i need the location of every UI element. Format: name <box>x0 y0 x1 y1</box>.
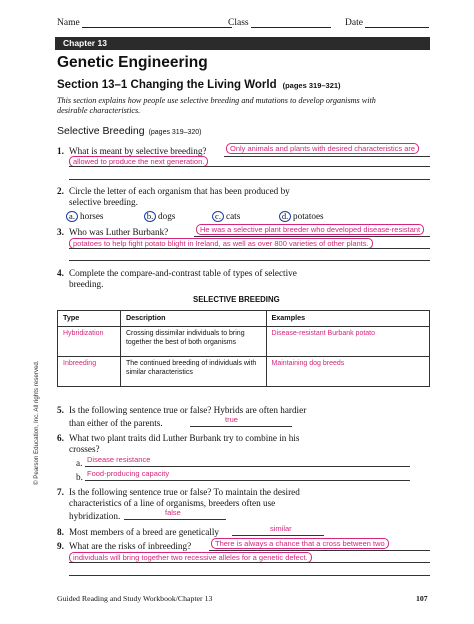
q4-line1: Complete the compare-and-contrast table of types of selective <box>69 268 297 278</box>
q6-a-answer[interactable]: Disease resistance <box>87 455 151 464</box>
q6-a-rule <box>85 466 410 467</box>
q9-rule3 <box>69 575 430 576</box>
name-field[interactable] <box>57 18 232 28</box>
q3-rule1 <box>194 236 430 237</box>
table-cell[interactable]: Maintaining dog breeds <box>266 357 429 387</box>
circled-letter-c: c. <box>212 211 224 222</box>
q7-number: 7. <box>57 487 64 497</box>
class-line <box>251 19 331 28</box>
q1-rule2 <box>69 166 430 167</box>
chapter-label: Chapter 13 <box>63 38 107 48</box>
q3-number: 3. <box>57 227 64 237</box>
table-cell[interactable]: Inbreeding <box>58 357 121 387</box>
q2-choice-d[interactable] <box>279 211 324 222</box>
section-title: Section 13–1 Changing the Living World <box>57 79 277 91</box>
q9-rule1 <box>209 550 430 551</box>
q3-text: Who was Luther Burbank? <box>69 227 169 237</box>
table-cell[interactable]: Hybridization <box>58 327 121 357</box>
table-header-type: Type <box>58 311 121 327</box>
table-cell: The continued breeding of individuals with similar characteristics <box>120 357 266 387</box>
q3-answer-line2[interactable]: potatoes to help fight potato blight in Ireland, as well as over 800 varieties of other plants. <box>69 238 373 249</box>
table-row <box>58 327 430 357</box>
q5-line2: than either of the parents. <box>69 418 163 428</box>
q2-choice-b[interactable] <box>144 211 175 222</box>
q2-line2: selective breeding. <box>69 197 138 207</box>
table-title: SELECTIVE BREEDING <box>193 295 280 304</box>
table-header-description: Description <box>120 311 266 327</box>
table-header-examples: Examples <box>266 311 429 327</box>
q3-rule2 <box>69 248 430 249</box>
choice-b-text: dogs <box>158 211 176 221</box>
footer-workbook: Guided Reading and Study Workbook/Chapter 13 <box>57 594 213 603</box>
q8-text: Most members of a breed are genetically <box>69 527 220 537</box>
q9-text: What are the risks of inbreeding? <box>69 541 192 551</box>
q9-answer-line2[interactable]: individuals will bring together two recessive alleles for a genetic defect. <box>69 552 312 563</box>
q5-rule <box>190 426 292 427</box>
q4-line2: breeding. <box>69 279 104 289</box>
q5-number: 5. <box>57 405 64 415</box>
q7-line1: Is the following sentence true or false? To maintain the desired <box>69 487 300 497</box>
circled-letter-d: d. <box>279 211 291 222</box>
class-field[interactable] <box>228 18 331 28</box>
q5-answer[interactable]: true <box>225 415 238 424</box>
q6-number: 6. <box>57 433 64 443</box>
q1-text: What is meant by selective breeding? <box>69 146 207 156</box>
table-cell[interactable]: Disease-resistant Burbank potato <box>266 327 429 357</box>
q4-number: 4. <box>57 268 64 278</box>
date-line <box>365 19 429 28</box>
subhead-title: Selective Breeding <box>57 125 145 137</box>
q1-answer-line1[interactable]: Only animals and plants with desired characteristics are <box>226 143 419 154</box>
q6-line2: crosses? <box>69 444 100 454</box>
q1-answer-line2[interactable]: allowed to produce the next generation. <box>69 156 208 167</box>
q7-line2: characteristics of a line of organisms, breeders often use <box>69 498 276 508</box>
q2-number: 2. <box>57 186 64 196</box>
date-label: Date <box>345 18 363 28</box>
q1-number: 1. <box>57 146 64 156</box>
copyright-note: © Pearson Education, Inc. All rights reserved. <box>33 360 40 485</box>
section-intro: This section explains how people use selective breeding and mutations to develop organisms with desirable characteristics. <box>57 96 376 115</box>
name-line <box>82 19 232 28</box>
q3-answer-line1[interactable]: He was a selective plant breeder who developed disease-resistant <box>196 224 424 235</box>
q2-choice-a[interactable] <box>66 211 103 222</box>
circled-letter-b: b. <box>144 211 156 222</box>
q7-rule <box>124 519 226 520</box>
q9-answer-line1[interactable]: There is always a chance that a cross between two <box>211 538 389 549</box>
q6-b-answer[interactable]: Food-producing capacity <box>87 469 170 478</box>
circled-letter-a: a. <box>66 211 78 222</box>
q7-answer[interactable]: false <box>165 508 181 517</box>
subhead <box>57 125 202 137</box>
class-label: Class <box>228 18 249 28</box>
q9-rule2 <box>69 562 430 563</box>
q1-rule1 <box>224 156 430 157</box>
table-header-row <box>58 311 430 327</box>
q8-answer[interactable]: similar <box>270 524 292 533</box>
q6-b-rule <box>85 480 410 481</box>
name-label: Name <box>57 18 80 28</box>
chapter-bar <box>55 37 430 50</box>
subhead-pages: (pages 319–320) <box>148 129 202 136</box>
page-title: Genetic Engineering <box>57 54 208 71</box>
choice-d-text: potatoes <box>293 211 324 221</box>
table-row <box>58 357 430 387</box>
q5-line1: Is the following sentence true or false? Hybrids are often hardier <box>69 405 307 415</box>
q6-line1: What two plant traits did Luther Burbank try to combine in his <box>69 433 300 443</box>
section-pages: (pages 319–321) <box>282 81 341 90</box>
q3-rule3 <box>69 260 430 261</box>
q8-rule <box>232 535 324 536</box>
q6-b-label: b. <box>76 472 83 482</box>
q6-a-label: a. <box>76 458 83 468</box>
q2-choice-c[interactable] <box>212 211 240 222</box>
date-field[interactable] <box>345 18 429 28</box>
q2-line1: Circle the letter of each organism that has been produced by <box>69 186 290 196</box>
section-heading <box>57 79 341 91</box>
q9-number: 9. <box>57 541 64 551</box>
q8-number: 8. <box>57 527 64 537</box>
page-number: 107 <box>416 594 428 603</box>
q7-line3: hybridization. <box>69 511 121 521</box>
choice-a-text: horses <box>80 211 104 221</box>
q1-rule3 <box>69 179 430 180</box>
choice-c-text: cats <box>226 211 241 221</box>
table-cell: Crossing dissimilar individuals to bring together the best of both organisms <box>120 327 266 357</box>
selective-breeding-table <box>57 310 430 387</box>
